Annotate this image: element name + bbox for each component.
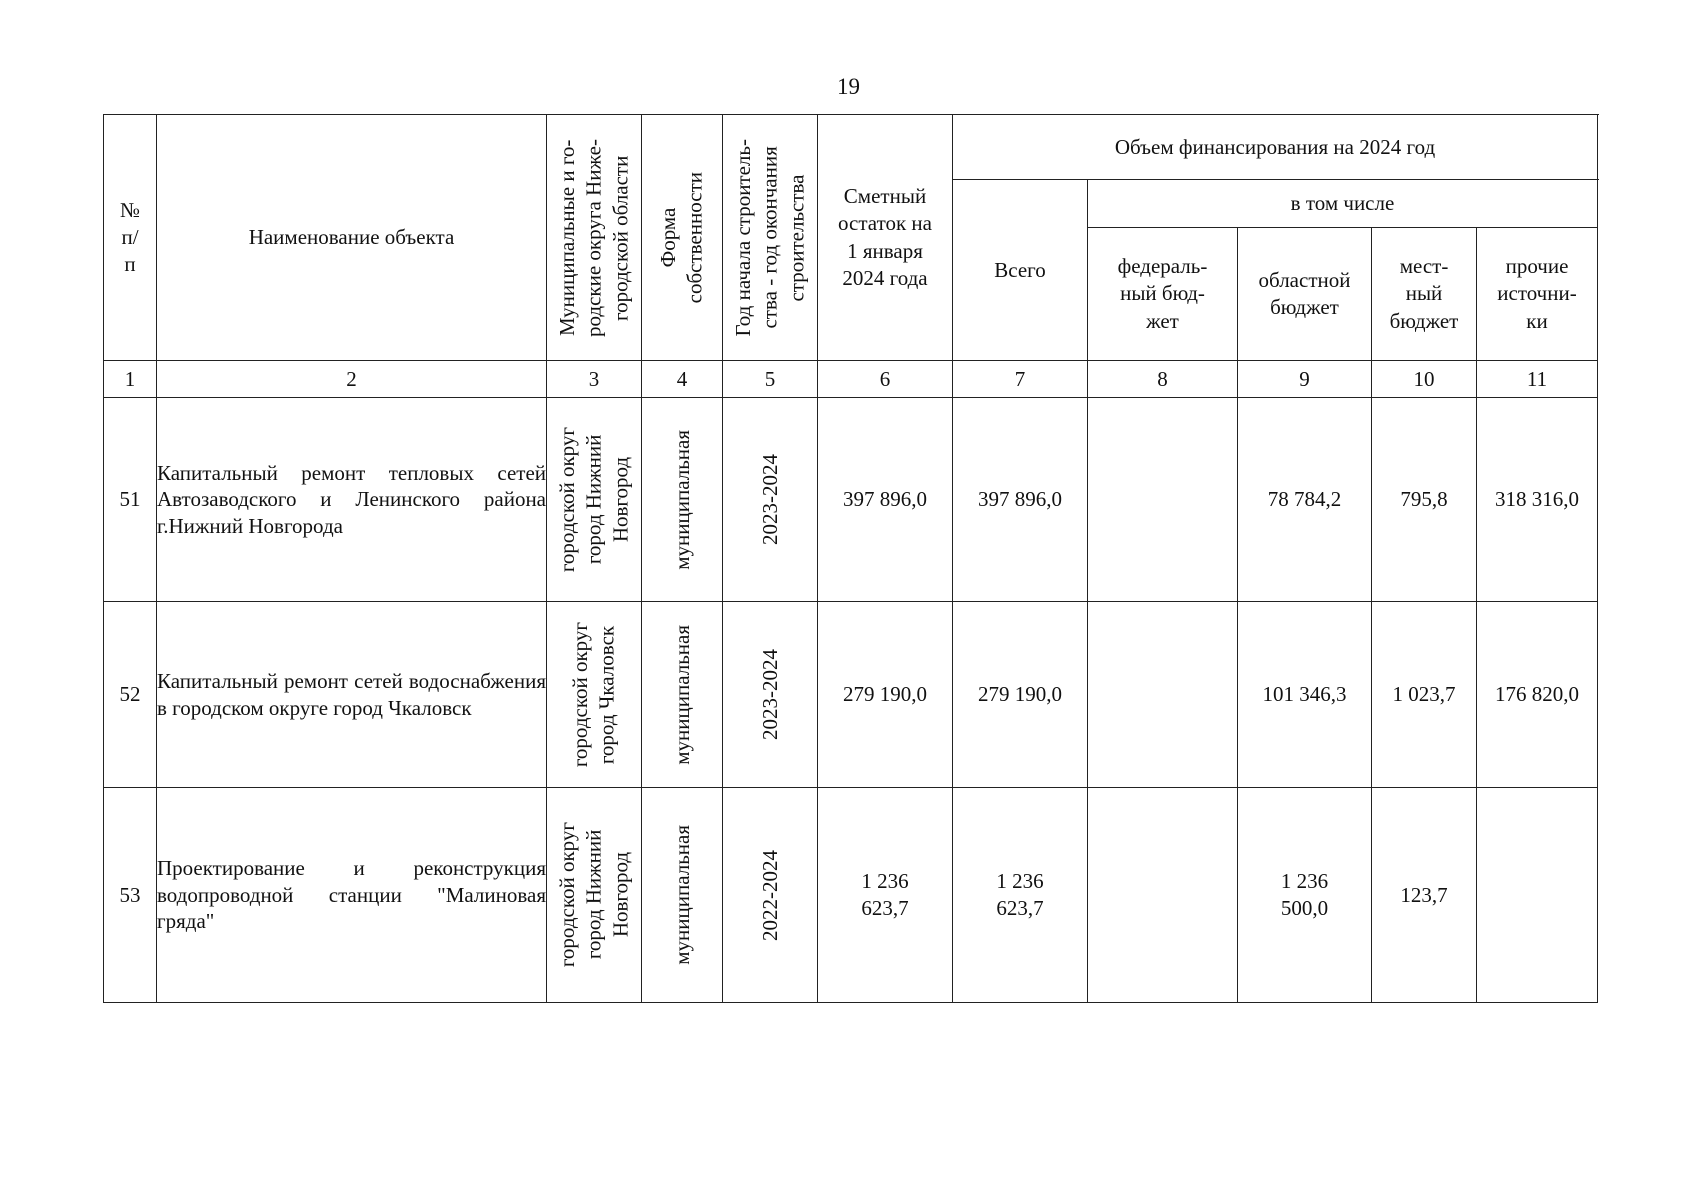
column-number: 6 xyxy=(818,361,953,398)
column-number: 9 xyxy=(1238,361,1372,398)
header-ownership xyxy=(642,115,723,361)
row-municipality-line: городской округ xyxy=(568,621,593,768)
row-name xyxy=(157,602,547,788)
row-total xyxy=(953,788,1088,1003)
row-name xyxy=(157,788,547,1003)
row-regional xyxy=(1238,788,1372,1003)
column-number: 5 xyxy=(723,361,818,398)
row-years-text: 2022-2024 xyxy=(757,849,782,941)
table-row xyxy=(104,398,1598,602)
header-local xyxy=(1372,228,1477,361)
row-years xyxy=(723,788,818,1003)
row-federal xyxy=(1088,398,1238,602)
row-ownership xyxy=(642,398,723,602)
header-other xyxy=(1477,228,1598,361)
page-number: 19 xyxy=(837,74,860,99)
financing-table xyxy=(103,114,1598,1003)
header-years-line: ства - год окончания xyxy=(757,146,782,329)
header-remaining-line: Сметный xyxy=(843,183,927,208)
header-federal xyxy=(1088,228,1238,361)
header-num-line: п xyxy=(124,252,136,277)
row-ownership xyxy=(642,788,723,1003)
header-municipality-line: Муниципальные и го- xyxy=(555,139,580,336)
row-name-text: Капитальный ремонт тепловых сетей Автозаводского и Ленинского района г.Нижний Новгорода xyxy=(157,460,546,538)
row-remaining-line: 623,7 xyxy=(861,896,909,920)
column-number: 7 xyxy=(953,361,1088,398)
header-federal-line: жет xyxy=(1146,308,1179,333)
row-total-line: 1 236 xyxy=(996,869,1044,894)
column-number: 10 xyxy=(1372,361,1477,398)
row-ownership-text: муниципальная xyxy=(669,624,694,765)
header-total: Всего xyxy=(953,180,1088,361)
row-ownership-text: муниципальная xyxy=(669,429,694,570)
row-regional-line: 500,0 xyxy=(1280,896,1329,920)
row-years-text: 2023-2024 xyxy=(757,454,782,545)
row-years xyxy=(723,398,818,602)
row-other: 176 820,0 xyxy=(1477,602,1598,788)
row-municipality xyxy=(547,788,642,1003)
row-regional: 78 784,2 xyxy=(1238,398,1372,602)
header-regional-line: бюджет xyxy=(1270,295,1339,319)
header-ownership-line: собственности xyxy=(683,171,707,304)
header-other-line: прочие xyxy=(1505,254,1569,279)
header-municipality xyxy=(547,115,642,361)
column-number: 1 xyxy=(104,361,157,398)
column-number: 11 xyxy=(1477,361,1598,398)
row-municipality-line: Новгород xyxy=(608,852,633,938)
header-years xyxy=(723,115,818,361)
header-municipality-line: родские округа Ниже- xyxy=(581,138,606,337)
row-federal xyxy=(1088,602,1238,788)
header-local-line: ный xyxy=(1405,281,1443,306)
row-local: 1 023,7 xyxy=(1372,602,1477,788)
column-number: 2 xyxy=(157,361,547,398)
row-total: 397 896,0 xyxy=(953,398,1088,602)
header-regional-line: областной xyxy=(1258,267,1351,292)
column-number: 3 xyxy=(547,361,642,398)
header-remaining-line: остаток на xyxy=(838,211,932,236)
column-number: 8 xyxy=(1088,361,1238,398)
row-name-text: Проектирование и реконструкция водопроводной станции "Малиновая гряда" xyxy=(157,856,546,934)
row-remaining xyxy=(818,788,953,1003)
header-num xyxy=(104,115,157,361)
header-regional xyxy=(1238,228,1372,361)
row-name-text: Капитальный ремонт сетей водоснабжения в городском округе город Чкаловск xyxy=(157,668,546,720)
row-municipality-line: город Нижний xyxy=(581,434,606,565)
row-other xyxy=(1477,788,1598,1003)
header-remaining xyxy=(818,115,953,361)
row-num: 53 xyxy=(104,788,157,1003)
row-remaining-line: 1 236 xyxy=(861,869,909,894)
row-ownership xyxy=(642,602,723,788)
header-municipality-line: городской области xyxy=(608,154,633,321)
header-remaining-line: 2024 года xyxy=(842,265,928,290)
row-municipality xyxy=(547,398,642,602)
header-funding-group: Объем финансирования на 2024 год xyxy=(953,115,1598,180)
row-municipality-line: городской округ xyxy=(555,822,580,968)
header-ownership-line: Форма xyxy=(656,207,681,268)
row-num: 52 xyxy=(104,602,157,788)
row-total: 279 190,0 xyxy=(953,602,1088,788)
table-row xyxy=(104,788,1598,1003)
row-remaining: 279 190,0 xyxy=(818,602,953,788)
header-other-line: источни- xyxy=(1497,281,1577,306)
header-federal-line: федераль- xyxy=(1117,254,1208,279)
header-num-line: п/ xyxy=(121,224,139,249)
row-municipality-line: городской округ xyxy=(555,426,580,573)
header-num-line: № xyxy=(119,197,141,222)
header-name: Наименование объекта xyxy=(157,115,547,361)
header-including: в том числе xyxy=(1088,180,1598,228)
row-municipality xyxy=(547,602,642,788)
header-local-line: мест- xyxy=(1399,254,1449,279)
row-name xyxy=(157,398,547,602)
row-municipality-line: город Чкаловск xyxy=(595,625,619,764)
column-number: 4 xyxy=(642,361,723,398)
header-remaining-line: 1 января xyxy=(847,238,923,263)
column-number-row xyxy=(104,361,1598,398)
row-municipality-line: город Нижний xyxy=(581,830,606,960)
header-years-line: строительства xyxy=(784,173,809,301)
row-regional: 101 346,3 xyxy=(1238,602,1372,788)
header-other-line: ки xyxy=(1526,308,1548,333)
row-num: 51 xyxy=(104,398,157,602)
row-local: 795,8 xyxy=(1372,398,1477,602)
row-years xyxy=(723,602,818,788)
row-ownership-text: муниципальная xyxy=(669,825,694,965)
row-local: 123,7 xyxy=(1372,788,1477,1003)
row-remaining: 397 896,0 xyxy=(818,398,953,602)
row-federal xyxy=(1088,788,1238,1003)
header-years-line: Год начала строитель- xyxy=(731,138,756,337)
row-years-text: 2023-2024 xyxy=(757,649,782,740)
row-other: 318 316,0 xyxy=(1477,398,1598,602)
table-row xyxy=(104,602,1598,788)
row-regional-line: 1 236 xyxy=(1280,869,1329,894)
header-local-line: бюджет xyxy=(1389,308,1459,333)
row-total-line: 623,7 xyxy=(996,896,1044,920)
row-municipality-line: Новгород xyxy=(608,456,633,543)
header-federal-line: ный бюд- xyxy=(1120,281,1205,306)
